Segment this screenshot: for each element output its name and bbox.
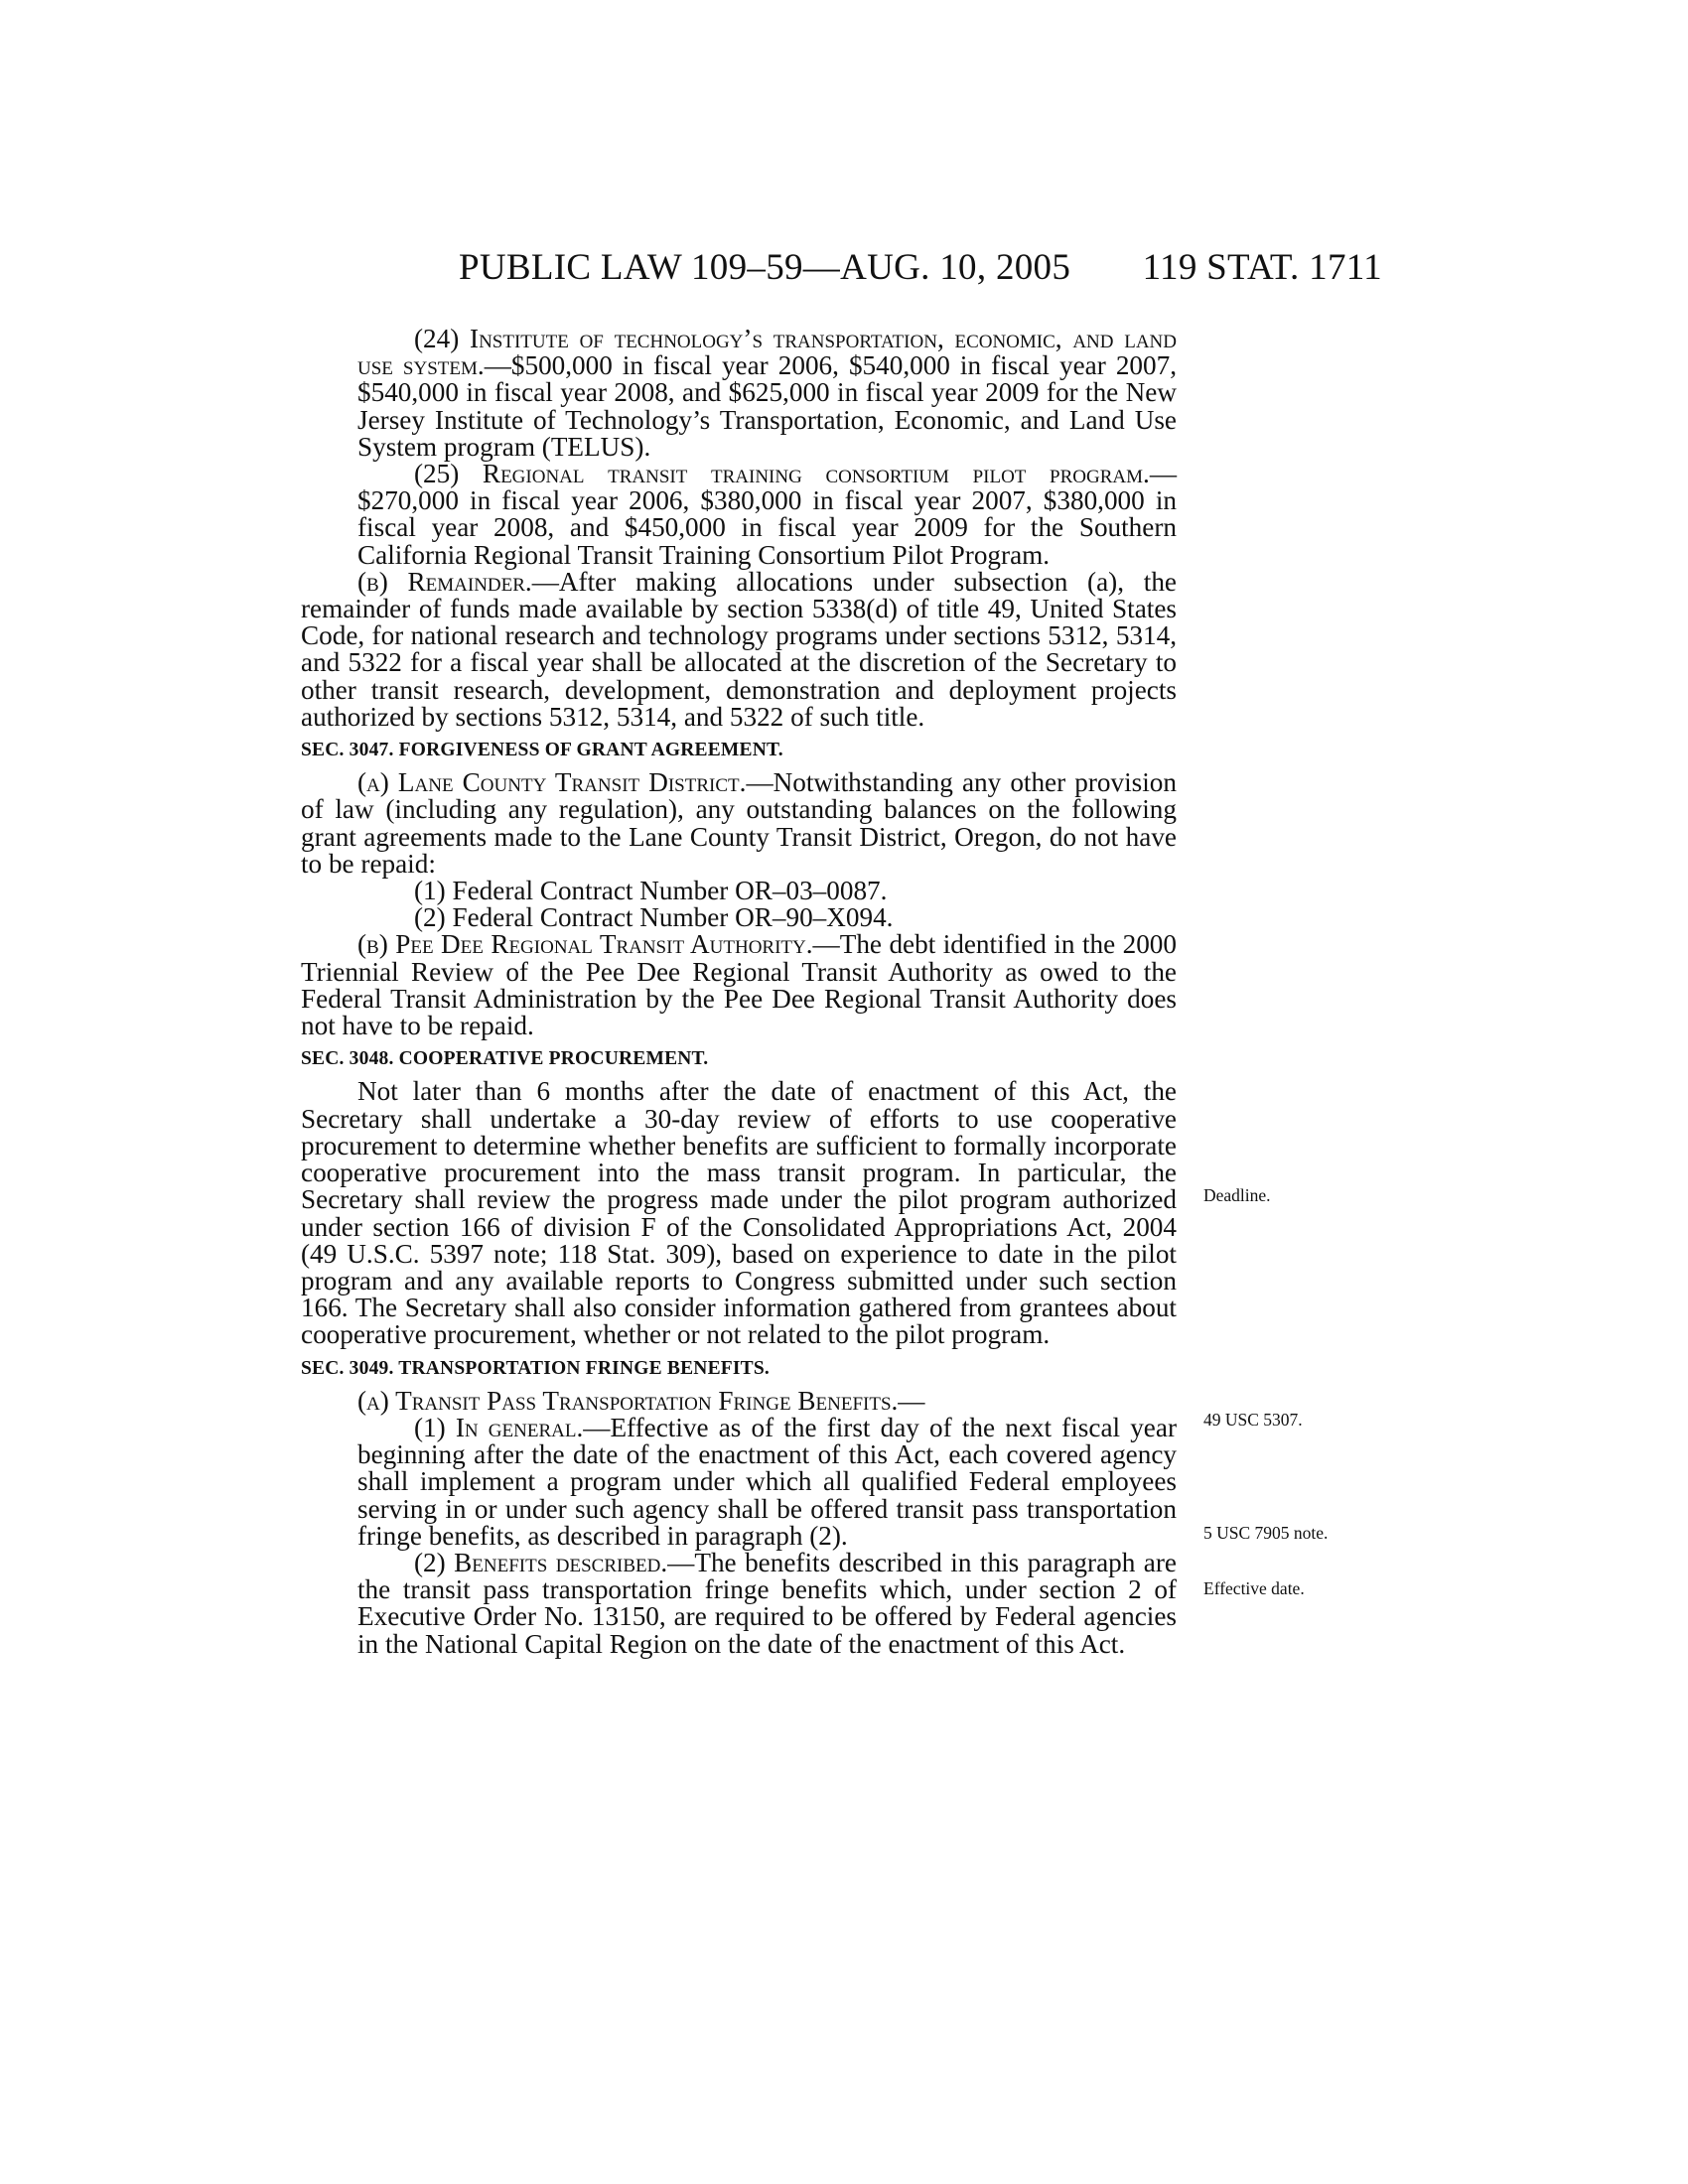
section-3048-heading: SEC. 3048. COOPERATIVE PROCUREMENT. xyxy=(301,1048,709,1070)
section-3049-a-1 xyxy=(301,1412,1177,1551)
section-3049-a-1-heading: (1) In general. xyxy=(414,1412,584,1442)
paragraph-24-text: —$500,000 in fiscal year 2006, $540,000 in fiscal year 2007, $540,000 in fiscal year 2008, and $625,000 in fiscal year 2009 for the New Jersey Institute of Technology’s Transportation, Economic, and Land Use System program (TELUS). xyxy=(357,350,1178,462)
paragraph-b-remainder xyxy=(301,566,1177,732)
header-law-title: PUBLIC LAW 109–59—AUG. 10, 2005 xyxy=(459,247,1071,288)
section-3049-a-2-text: —The benefits described in this paragraph are the transit pass transportation fringe benefits which, under section 2 of Executive Order No. 13150, are required to be offered by Federal agencies in the National Capital Region on the date of the enactment of this Act. xyxy=(357,1547,1177,1659)
section-3049-a-1-text: —Effective as of the first day of the next fiscal year beginning after the date of the enactment of this Act, each covered agency shall implement a program under which all qualified Federal employees serving in or under such agency shall be offered transit pass transportation fringe benefits, as described in paragraph (2). xyxy=(357,1412,1177,1551)
paragraph-25-heading: (25) Regional transit training consortium pilot program. xyxy=(414,459,1150,489)
main-text-column xyxy=(301,326,1177,1658)
section-3047-a-1: (1) Federal Contract Number OR–03–0087. xyxy=(414,876,888,906)
section-3047-a-text: —Notwithstanding any other provision of law (including any regulation), any outstanding balances on the following grant agreements made to the Lane County Transit District, Oregon, do not have to be repaid: xyxy=(301,767,1177,879)
paragraph-24 xyxy=(301,326,1177,461)
section-3047-a xyxy=(301,769,1177,878)
section-3048-text: Not later than 6 months after the date of enactment of this Act, the Secretary shall undertake a 30-day review of efforts to use cooperative procurement to determine whether benefits are sufficient to formally incorporate cooperative procurement into the mass transit program. In particular, the Secretary shall review the progress made under the pilot program authorized under section 166 of division F of the Consolidated Appropriations Act, 2004 (49 U.S.C. 5397 note; 118 Stat. 309), based on experience to date in the pilot program and any available reports to Congress submitted under such section 166. The Secretary shall also consider information gathered from grantees about cooperative procurement, whether or not related to the pilot program. xyxy=(301,1076,1177,1350)
section-3047-heading: SEC. 3047. FORGIVENESS OF GRANT AGREEMENT. xyxy=(301,740,783,761)
paragraph-25 xyxy=(301,461,1177,569)
section-3049-a-2-heading: (2) Benefits described. xyxy=(414,1547,668,1577)
section-3047-b-text: —The debt identified in the 2000 Triennial Review of the Pee Dee Regional Transit Authority as owed to the Federal Transit Administration by the Pee Dee Regional Transit Authority does not have to be repaid. xyxy=(301,929,1177,1041)
section-3047-a-heading: (a) Lane County Transit District. xyxy=(357,767,747,798)
paragraph-b-heading: (b) Remainder. xyxy=(357,566,532,597)
header-statute-page: 119 STAT. 1711 xyxy=(1142,247,1382,288)
paragraph-24-heading: (24) Institute of technology’s transportation, economic, and land use system. xyxy=(357,324,1177,381)
paragraph-b-text: —After making allocations under subsection (a), the remainder of funds made available by section 5338(d) of title 49, United States Code, for national research and technology programs under sections 5312, 5314, and 5322 for a fiscal year shall be allocated at the discretion of the Secretary to other transit research, development, demonstration and deployment projects authorized by sections 5312, 5314, and 5322 of such title. xyxy=(301,566,1177,732)
margin-note-deadline: Deadline. xyxy=(1203,1185,1271,1205)
margin-note-5-usc-7905: 5 USC 7905 note. xyxy=(1203,1523,1329,1543)
section-3047-b-heading: (b) Pee Dee Regional Transit Authority. xyxy=(357,929,813,960)
section-3047-b xyxy=(301,931,1177,1039)
section-3049-heading: SEC. 3049. TRANSPORTATION FRINGE BENEFITS. xyxy=(301,1357,771,1379)
section-3049-a-heading: (a) Transit Pass Transportation Fringe Benefits.— xyxy=(357,1385,925,1416)
margin-note-effective-date: Effective date. xyxy=(1203,1578,1305,1598)
margin-note-49-usc-5307: 49 USC 5307. xyxy=(1203,1410,1303,1430)
section-3049-a-2 xyxy=(301,1547,1177,1659)
paragraph-25-text: —$270,000 in fiscal year 2006, $380,000 in fiscal year 2007, $380,000 in fiscal year 2008, and $450,000 in fiscal year 2009 for the Southern California Regional Transit Training Consortium Pilot Program. xyxy=(357,459,1177,570)
section-3047-a-2: (2) Federal Contract Number OR–90–X094. xyxy=(414,902,894,933)
